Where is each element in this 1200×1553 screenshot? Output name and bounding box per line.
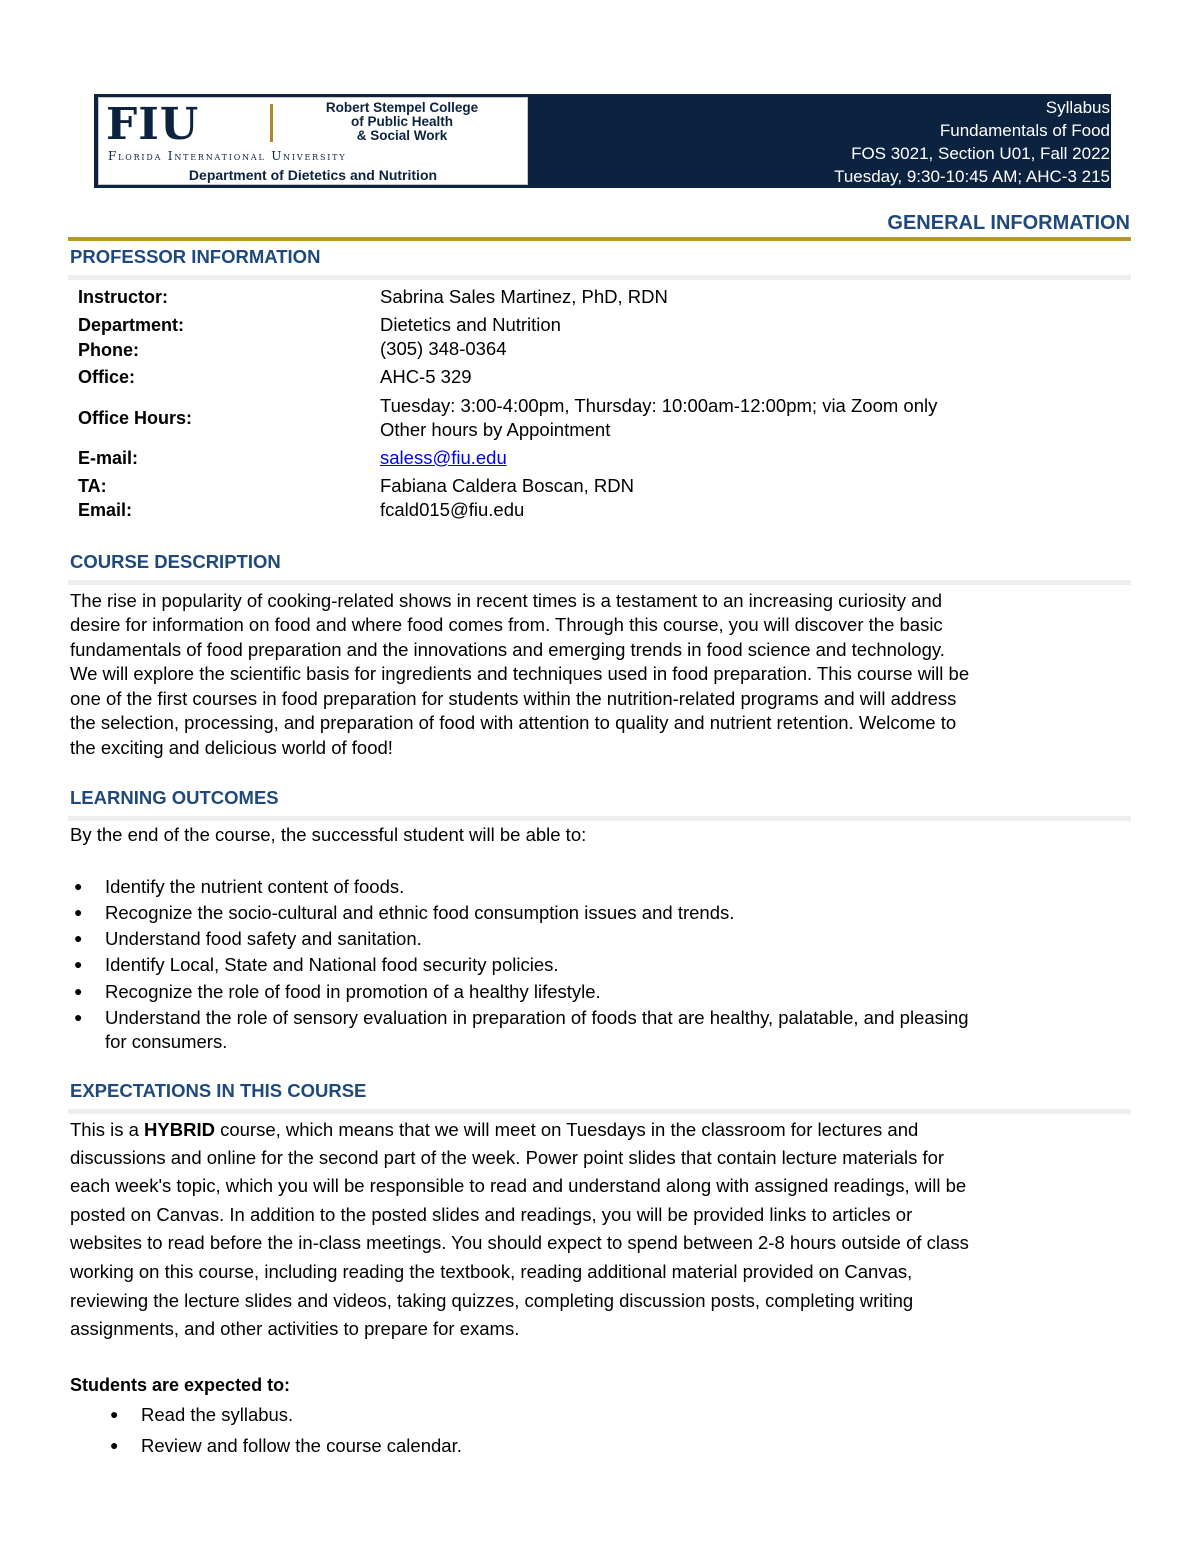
instructor-email-link[interactable]: saless@fiu.edu bbox=[380, 447, 507, 468]
description-line: desire for information on food and where food comes from. Through this course, you will discover the basic bbox=[70, 614, 943, 635]
header-schedule: Tuesday, 9:30-10:45 AM; AHC-3 215 bbox=[834, 167, 1110, 186]
bullet-icon: ● bbox=[110, 1406, 119, 1422]
email-label: E-mail: bbox=[78, 448, 139, 468]
outcome-text: Recognize the socio-cultural and ethnic food consumption issues and trends. bbox=[105, 902, 735, 923]
header-course-section: FOS 3021, Section U01, Fall 2022 bbox=[851, 144, 1110, 163]
list-item bbox=[110, 1435, 462, 1457]
description-line: The rise in popularity of cooking-related shows in recent times is a testament to an increasing curiosity and bbox=[70, 590, 942, 611]
ta-value: Fabiana Caldera Boscan, RDN bbox=[380, 475, 634, 496]
expectations-line: assignments, and other activities to prepare for exams. bbox=[70, 1318, 520, 1339]
outcome-text: Understand food safety and sanitation. bbox=[105, 928, 422, 949]
gold-rule bbox=[68, 237, 1131, 241]
instructor-value: Sabrina Sales Martinez, PhD, RDN bbox=[380, 286, 668, 307]
bullet-icon: ● bbox=[74, 930, 83, 946]
section-rule bbox=[68, 580, 1131, 585]
bullet-icon: ● bbox=[74, 878, 83, 894]
outcome-text-continued: for consumers. bbox=[105, 1031, 228, 1052]
course-description-heading: COURSE DESCRIPTION bbox=[70, 551, 281, 572]
outcome-text: Understand the role of sensory evaluation in preparation of foods that are healthy, palatable, and pleasing bbox=[105, 1007, 969, 1028]
email-value bbox=[380, 447, 507, 469]
outcome-text: Identify the nutrient content of foods. bbox=[105, 876, 405, 897]
ta-email-label: Email: bbox=[78, 500, 133, 520]
office-hours-value-2: Other hours by Appointment bbox=[380, 419, 611, 440]
fiu-wordmark: FIU bbox=[106, 99, 200, 150]
list-item bbox=[74, 981, 601, 1003]
expectations-line: posted on Canvas. In addition to the posted slides and readings, you will be provided links to articles or bbox=[70, 1204, 913, 1225]
ta-label: TA: bbox=[78, 476, 107, 496]
list-item bbox=[74, 954, 559, 976]
hybrid-emphasis: HYBRID bbox=[144, 1119, 215, 1140]
logo-department: Department of Dietetics and Nutrition bbox=[188, 167, 438, 183]
bullet-icon: ● bbox=[74, 904, 83, 920]
description-line: the exciting and delicious world of food! bbox=[70, 737, 393, 758]
professor-info-heading: PROFESSOR INFORMATION bbox=[70, 246, 321, 267]
logo-university: Florida International University bbox=[108, 149, 347, 163]
section-rule bbox=[68, 1109, 1131, 1114]
office-hours-value: Tuesday: 3:00-4:00pm, Thursday: 10:00am-12:00pm; via Zoom only bbox=[380, 395, 938, 416]
college-line-2: of Public Health bbox=[350, 114, 453, 129]
section-rule bbox=[68, 816, 1131, 821]
description-line: We will explore the scientific basis for ingredients and techniques used in food preparation. This course will be bbox=[70, 663, 970, 684]
expectations-line: websites to read before the in-class meetings. You should expect to spend between 2-8 hours outside of class bbox=[70, 1232, 969, 1253]
college-line-1: Robert Stempel College bbox=[325, 100, 479, 115]
expectations-heading: EXPECTATIONS IN THIS COURSE bbox=[70, 1080, 367, 1101]
phone-value: (305) 348-0364 bbox=[380, 338, 507, 359]
description-line: the selection, processing, and preparation of food with attention to quality and nutrient retention. Welcome to bbox=[70, 712, 957, 733]
header-syllabus: Syllabus bbox=[1045, 98, 1110, 117]
logo-divider bbox=[270, 104, 273, 142]
bullet-icon: ● bbox=[110, 1437, 119, 1453]
office-hours-label: Office Hours: bbox=[78, 408, 193, 428]
description-line: one of the first courses in food preparation for students within the nutrition-related programs and will address bbox=[70, 688, 957, 709]
header-course-title: Fundamentals of Food bbox=[939, 121, 1110, 140]
instructor-label: Instructor: bbox=[78, 287, 168, 307]
list-item bbox=[110, 1404, 294, 1426]
student-item-text: Read the syllabus. bbox=[141, 1404, 294, 1425]
list-item bbox=[74, 876, 405, 898]
expectations-line: discussions and online for the second part of the week. Power point slides that contain lecture materials for bbox=[70, 1147, 945, 1168]
expectations-line bbox=[70, 1119, 918, 1141]
general-information-heading: GENERAL INFORMATION bbox=[887, 212, 1130, 234]
expectations-suffix: course, which means that we will meet on Tuesdays in the classroom for lectures and bbox=[214, 1119, 919, 1140]
expectations-line: each week's topic, which you will be responsible to read and understand along with assigned readings, will be bbox=[70, 1175, 967, 1196]
outcomes-intro: By the end of the course, the successful student will be able to: bbox=[70, 824, 587, 845]
description-line: fundamentals of food preparation and the innovations and emerging trends in food science and technology. bbox=[70, 639, 945, 660]
logo-college-name bbox=[278, 101, 526, 143]
student-item-text: Review and follow the course calendar. bbox=[141, 1435, 462, 1456]
college-line-3: & Social Work bbox=[356, 128, 448, 143]
phone-label: Phone: bbox=[78, 340, 139, 360]
outcome-text: Identify Local, State and National food security policies. bbox=[105, 954, 559, 975]
students-expected-heading: Students are expected to: bbox=[70, 1375, 291, 1395]
bullet-icon: ● bbox=[74, 1009, 83, 1025]
office-label: Office: bbox=[78, 367, 136, 387]
bullet-icon: ● bbox=[74, 983, 83, 999]
department-value: Dietetics and Nutrition bbox=[380, 314, 561, 335]
list-item bbox=[74, 902, 735, 924]
section-rule bbox=[68, 275, 1131, 280]
list-item bbox=[74, 928, 422, 950]
expectations-line: reviewing the lecture slides and videos, taking quizzes, completing discussion posts, completing writing bbox=[70, 1290, 914, 1311]
list-item bbox=[74, 1007, 969, 1029]
outcome-text: Recognize the role of food in promotion of a healthy lifestyle. bbox=[105, 981, 601, 1002]
expectations-prefix: This is a bbox=[70, 1119, 145, 1140]
bullet-icon: ● bbox=[74, 956, 83, 972]
expectations-line: working on this course, including reading the textbook, reading additional material provided on Canvas, bbox=[70, 1261, 913, 1282]
office-value: AHC-5 329 bbox=[380, 366, 472, 387]
ta-email-value: fcald015@fiu.edu bbox=[380, 499, 525, 520]
learning-outcomes-heading: LEARNING OUTCOMES bbox=[70, 787, 279, 808]
department-label: Department: bbox=[78, 315, 185, 335]
